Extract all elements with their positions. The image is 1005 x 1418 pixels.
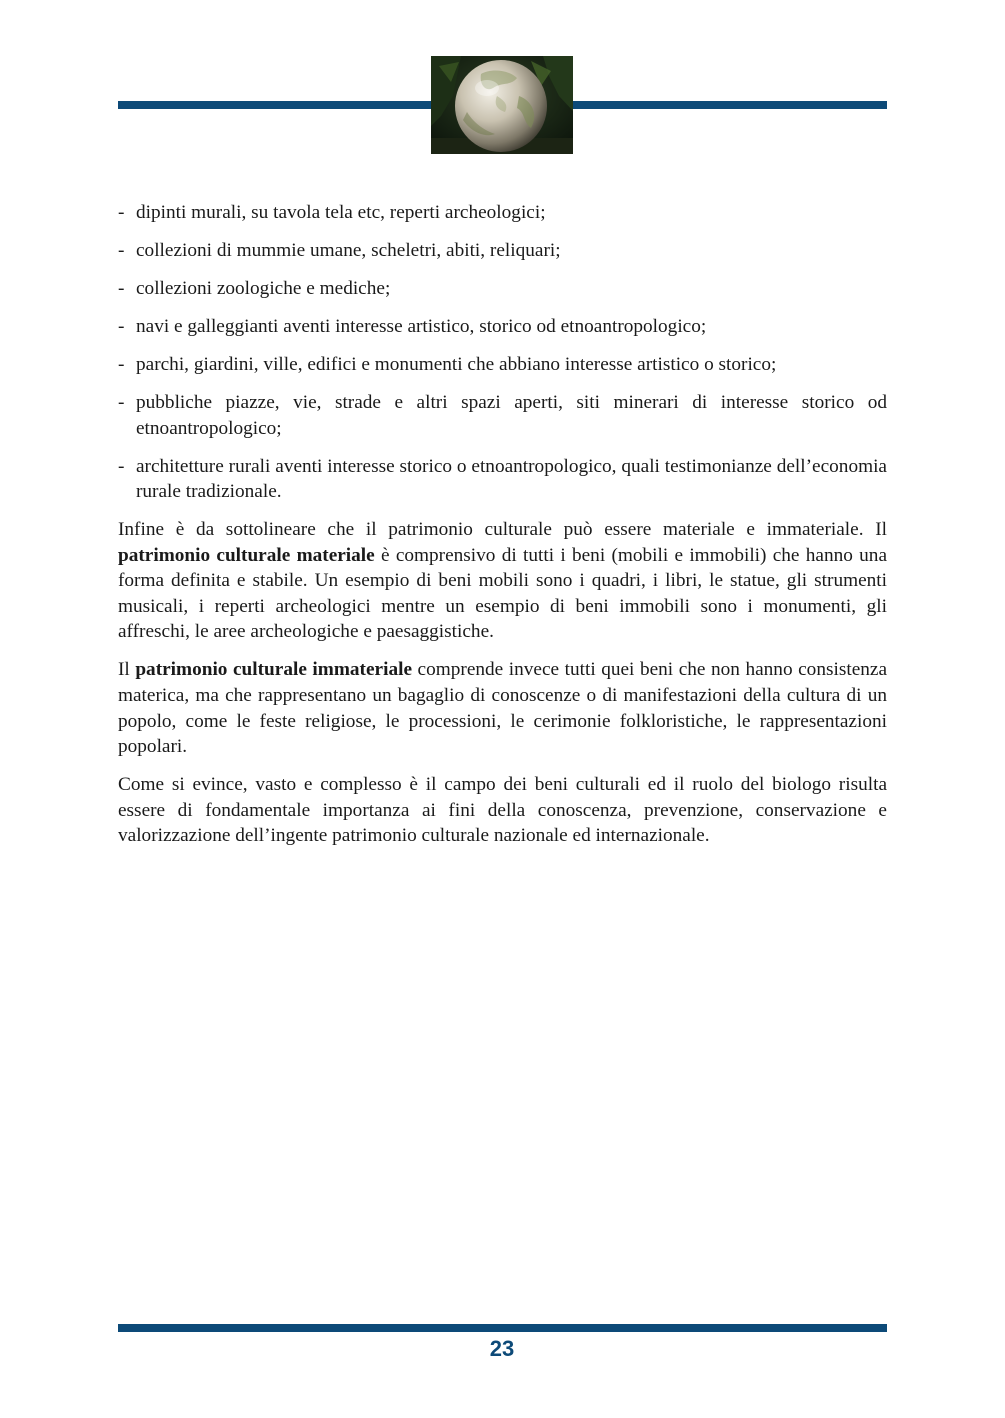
bullet-dash: - <box>118 202 125 223</box>
list-item-text: pubbliche piazze, vie, strade e altri spazi aperti, siti minerari di interesse storico od etnoantropologico; <box>136 391 887 439</box>
paragraph-text: comprende invece tutti quei beni che non hanno consistenza materica, ma che rappresentano un bagaglio di conoscenze o di manifestazioni della cultura di un popolo, come le feste religiose, le processioni, le cerimonie folkloristiche, le rappresentazioni popolari. <box>118 659 888 758</box>
list-item-text: architetture rurali aventi interesse storico o etnoantropologico, quali testimonianze dell’economia rurale tradizionale. <box>136 455 887 503</box>
list-item <box>118 352 887 378</box>
list-item-text: navi e galleggianti aventi interesse artistico, storico od etnoantropologico; <box>136 315 707 337</box>
bullet-dash: - <box>118 277 125 299</box>
bullet-dash: - <box>118 455 125 477</box>
term-immaterial-heritage: patrimonio culturale immateriale <box>135 659 413 681</box>
paragraph-immaterial-heritage <box>118 657 887 759</box>
paragraph-text: Il <box>118 659 136 681</box>
list-item <box>118 454 887 505</box>
paragraph-text: è comprensivo di tutti i beni (mobili e immobili) che hanno una forma definita e stabile. Un esempio di beni mobili sono i quadri, i libri, le statue, gli strumenti musicali, i reperti archeologici mentre un esempio di beni immobili sono i monumenti, gli affreschi, le aree archeologiche e paesaggistiche. <box>118 544 888 643</box>
bullet-dash: - <box>118 315 125 337</box>
list-item-text: parchi, giardini, ville, edifici e monumenti che abbiano interesse artistico o storico; <box>136 353 777 375</box>
stone-sphere-photo-icon <box>431 56 573 154</box>
page-number: 23 <box>489 1336 515 1361</box>
paragraph-biologist-role: Come si evince, vasto e complesso è il campo dei beni culturali ed il ruolo del biologo risulta essere di fondamentale importanza ai fini della conoscenza, prevenzione, conservazione e valorizzazione dell’ingente patrimonio culturale nazionale ed internazionale. <box>118 774 887 847</box>
bullet-dash: - <box>118 391 125 413</box>
bullet-list <box>118 200 887 505</box>
bullet-dash: - <box>118 353 125 375</box>
list-item <box>118 200 887 226</box>
list-item <box>118 314 887 340</box>
list-item <box>118 276 887 302</box>
page-body <box>118 200 887 861</box>
bullet-dash: - <box>118 239 125 261</box>
list-item-text: collezioni di mummie umane, scheletri, abiti, reliquari; <box>136 239 561 261</box>
footer-rule <box>118 1324 887 1332</box>
term-material-heritage: patrimonio culturale materiale <box>118 544 375 566</box>
list-item-text: collezioni zoologiche e mediche; <box>136 277 391 299</box>
paragraph-material-heritage <box>118 517 887 645</box>
list-item <box>118 390 887 441</box>
list-item-text: dipinti murali, su tavola tela etc, reperti archeologici; <box>136 202 546 223</box>
list-item <box>118 238 887 264</box>
paragraph-text: Infine è da sottolineare che il patrimonio culturale può essere materiale e immateriale. Il <box>118 519 887 541</box>
